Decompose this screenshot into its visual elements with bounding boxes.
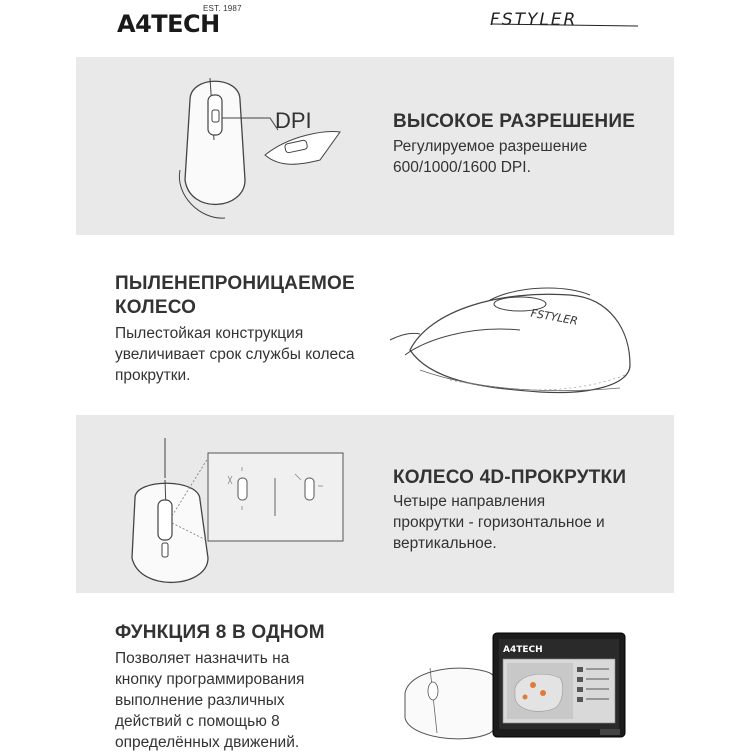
feature-title-dpi: ВЫСОКОЕ РАЗРЕШЕНИЕ (393, 111, 636, 132)
feature-desc-dpi: Регулируемое разрешение 600/1000/1600 DPI. (393, 138, 588, 176)
fstyler-logo (490, 10, 640, 30)
fstyler-swoosh-icon (490, 10, 640, 30)
feature-title-4d-scroll: КОЛЕСО 4D-ПРОКРУТКИ (393, 467, 627, 488)
software-illustration (395, 633, 635, 748)
feature-desc-4d-scroll: Четыре направления прокрутки - горизонтальное и вертикальное. (393, 493, 605, 552)
brand-est: EST. 1987 (203, 4, 242, 13)
brand-name: A4TECH (117, 10, 220, 38)
a4tech-logo (117, 4, 242, 38)
mouse-dpi-illustration (170, 70, 350, 230)
dpi-label: DPI (275, 108, 312, 133)
feature-title-8in1: ФУНКЦИЯ 8 В ОДНОМ (115, 622, 325, 643)
feature-desc-dustproof: Пылестойкая конструкция увеличивает срок службы колеса прокрутки. (115, 325, 355, 384)
feature-desc-8in1: Позволяет назначить на кнопку программирования выполнение различных действий с помощью 8 определённых движений. (115, 650, 305, 751)
mouse-wheel-illustration (390, 270, 635, 400)
mouse-4d-illustration (120, 438, 350, 588)
software-brand-label: A4TECH (503, 645, 543, 655)
feature-title-dustproof: ПЫЛЕНЕПРОНИЦАЕМОЕ КОЛЕСО (115, 273, 355, 318)
series-name: FSTYLER (490, 10, 578, 30)
wheel-brand-label: FSTYLER (529, 306, 579, 328)
